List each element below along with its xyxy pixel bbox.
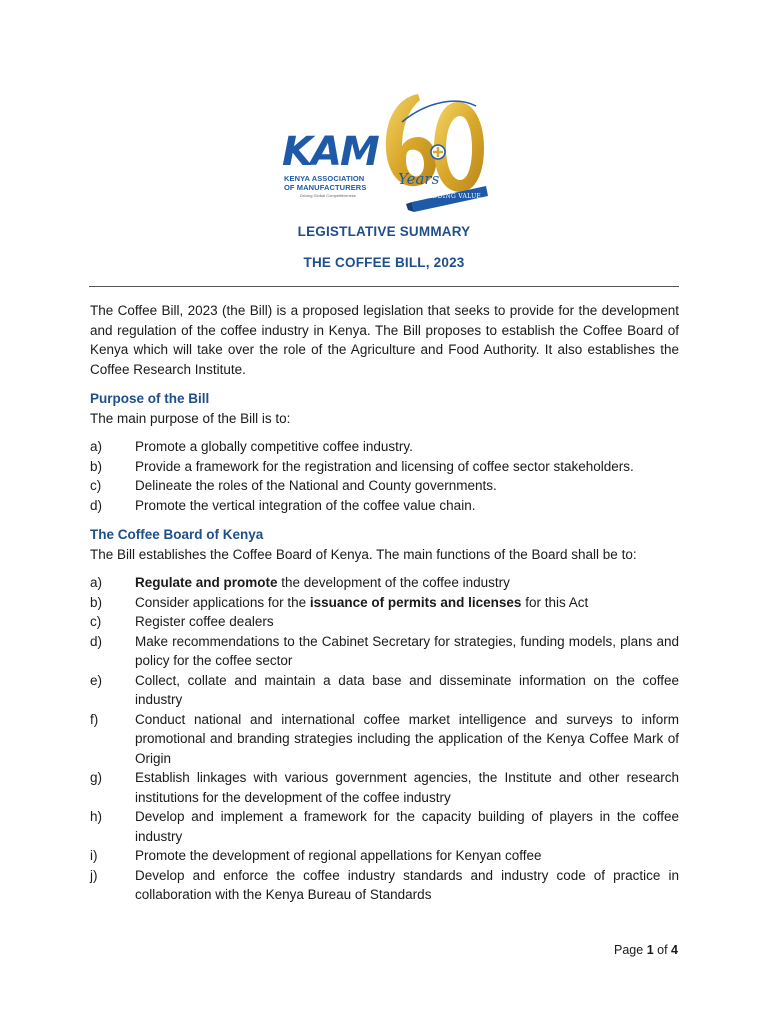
list-marker: c) [90,614,102,629]
list-item [90,710,679,769]
years-label: Years [398,170,440,188]
list-marker: g) [90,770,103,785]
list-item [90,496,679,516]
list-marker: h) [90,809,103,824]
list-item-text: Consider applications for the [135,594,310,610]
purpose-lead: The main purpose of the Bill is to: [90,410,291,426]
list-item [90,768,679,807]
list-marker: d) [90,497,103,513]
list-item-text: Conduct national and international coffee market intelligence and surveys to inform promotional and branding strategies including the application of the Kenya Coffee Mark of Origin [135,711,679,766]
list-item-text: Make recommendations to the Cabinet Secretary for strategies, funding models, plans and policy for the coffee sector [135,633,679,668]
list-marker: i) [90,848,98,863]
page-number: Page 1 of 4 [614,943,678,957]
list-item [90,612,679,632]
list-item-text: Develop and implement a framework for the capacity building of players in the coffee industry [135,809,679,844]
list-item [90,476,679,496]
list-item-text: the development of the coffee industry [277,575,510,590]
list-item-text: Delineate the roles of the National and County governments. [135,478,497,493]
purpose-heading: Purpose of the Bill [90,391,210,406]
kam-tagline: Driving Global Competitiveness [300,193,356,198]
list-marker: b) [90,458,103,474]
ribbon-label: OF ADDING VALUE [416,193,482,200]
list-item-text: for this Act [521,594,589,610]
list-item [90,807,679,846]
list-item [90,437,679,457]
list-item-text: Promote a globally competitive coffee industry. [135,439,413,454]
list-item-text: Develop and enforce the coffee industry standards and industry code of practice in collaboration with the Kenya Bureau of Standards [135,867,679,902]
list-item [90,866,679,905]
list-item-text: Promote the vertical integration of the coffee value chain. [135,497,476,513]
header-divider [89,286,679,287]
list-marker: e) [90,672,103,688]
kam-60-years-logo [280,92,492,214]
kam-org-name: KENYA ASSOCIATION OF MANUFACTURERS [284,174,367,192]
list-marker: b) [90,594,103,610]
intro-paragraph: The Coffee Bill, 2023 (the Bill) is a proposed legislation that seeks to provide for the development and regulation of the coffee industry in Kenya. The Bill proposes to establish the Coffee Board of Kenya which will take over the role of the Agriculture and Food Authority. It also establishes the Coffee Research Institute. [90,303,679,377]
board-functions-list [90,573,679,905]
list-item [90,457,679,477]
list-marker: f) [90,711,99,727]
list-marker: a) [90,575,103,590]
list-item-bold: Regulate and promote [135,575,278,590]
list-item-text: Provide a framework for the registration and licensing of coffee sector stakeholders. [135,458,634,474]
document-subtitle: THE COFFEE BILL, 2023 [303,255,465,270]
list-item-text: Register coffee dealers [135,614,274,629]
purpose-list [90,437,679,515]
list-item [90,671,679,710]
kam-wordmark: KAM [282,129,378,175]
list-item-text: Promote the development of regional appellations for Kenyan coffee [135,848,542,863]
board-lead: The Bill establishes the Coffee Board of Kenya. The main functions of the Board shall be to: [90,546,637,562]
list-item [90,573,679,593]
list-item [90,846,679,866]
list-marker: j) [90,867,98,883]
list-item-bold: issuance of permits and licenses [309,594,522,610]
list-marker: a) [90,439,103,454]
list-item-text: Collect, collate and maintain a data base and disseminate information on the coffee industry [135,672,679,707]
board-heading: The Coffee Board of Kenya [90,527,264,542]
document-title: LEGISTLATIVE SUMMARY [297,224,471,239]
list-item [90,593,679,613]
list-marker: d) [90,633,103,649]
list-item [90,632,679,671]
document-body [90,301,679,905]
list-item-text: Establish linkages with various government agencies, the Institute and other research institutions for the development of the coffee industry [135,770,679,805]
list-marker: c) [90,478,102,493]
